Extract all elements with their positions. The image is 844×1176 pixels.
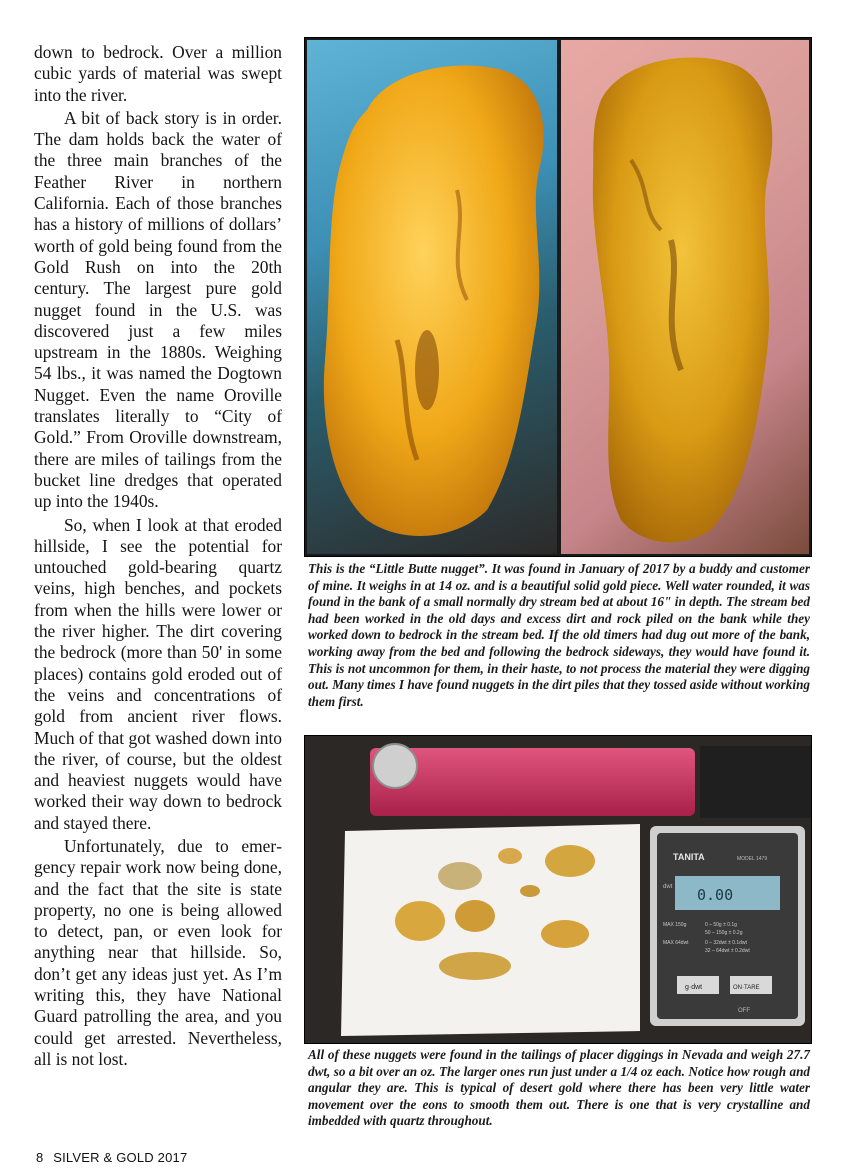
scale-off-label: OFF — [738, 1008, 750, 1014]
on-tare-button-label: ON·TARE — [733, 985, 760, 991]
gdwt-button-label: g·dwt — [685, 984, 703, 991]
article-paragraph: So, when I look at that eroded hillside, I see the potential for untouched gold-bearing quartz veins, high benches, and pockets from when the hills were lower or the river higher. The dirt covering the bedrock (more than 50' in some places) contains gold eroded out of the veins and concentrations of gold from ancient river flows. Much of that got washed down into the river, of course, but the oldest and heaviest nuggets would have worked their way down to bedrock and stayed there. — [34, 514, 282, 833]
page-number: 8 — [36, 1150, 44, 1165]
publication-title: SILVER & GOLD 2017 — [53, 1150, 188, 1165]
scale-unit-text: dwt — [663, 884, 673, 890]
article-paragraph: down to bedrock. Over a million cubic yards of material was swept into the river. — [34, 42, 282, 105]
scale-display-text: 0.00 — [697, 886, 734, 904]
article-paragraph: A bit of back story is in order. The dam holds back the water of the three main branches of the Feather River in northern California. Each of those branches has a history of millions of dollars’ worth of gold being found from the Gold Rush on into the 20th century. The largest pure gold nugget found in the U.S. was discovered just a few miles upstream in the 1880s. Weighing 54 lbs., it was named the Dogtown Nugget. Even the name Oroville translates literally to “City of Gold.” From Oroville downstream, there are miles of tailings from the bucket line dredges that operated up into the 1940s. — [34, 107, 282, 512]
scale-spec: MAX 64dwt — [663, 940, 689, 946]
article-paragraph: Unfortunately, due to emergency repair work now being done, and the fact that the site is state property, no one is being allowed to detect, pan, or even look for anything near that hillside. So, don’t get any ideas just yet. As I’m writing this, they have National Guard patrolling the area, and you could get arrested. Nevertheless, all is not lost. — [34, 835, 282, 1069]
photo-caption-top: This is the “Little Butte nugget”. It was found in January of 2017 by a buddy and customer of mine. It weighs in at 14 oz. and is a beautiful solid gold piece. Well water rounded, it was found in the bank of a small normally dry stream bed at about 16" in depth. The stream bed had been worked in the old days and excess dirt and rock piled on the bank while they worked down to bedrock in the stream bed. If the old timers had dug out more of the bank, working away from the bed and following the bedrock sideways, they would have found it. This is not uncommon for them, in their haste, to not process the material they were digging out. Many times I have found nuggets in the dirt piles that they tossed aside without working them first. — [308, 561, 810, 709]
scale-spec: MAX 150g — [663, 922, 687, 928]
nugget-in-hand-image — [561, 40, 807, 554]
coin — [373, 744, 417, 788]
nugget-photo-hand-background — [561, 40, 809, 554]
scale-spec: 50 – 150g ± 0.2g — [705, 930, 743, 936]
little-butte-nugget-photo — [304, 37, 812, 557]
white-paper — [341, 824, 640, 1036]
pink-magnet-bar — [370, 748, 695, 816]
article-column — [34, 42, 282, 1072]
scale-brand-text: TANITA — [673, 852, 705, 862]
nugget-photo-rock-background — [307, 40, 557, 554]
photo-caption-bottom: All of these nuggets were found in the tailings of placer diggings in Nevada and weigh 27.7 dwt, so a bit over an oz. The larger ones run just under a 1/4 oz each. Notice how rough and angular they are. This is typical of desert gold where there has been very little water movement over the eons to smooth them out. There is one that is very crystalline and imbedded with quartz throughout. — [308, 1047, 810, 1129]
scale-spec: 32 – 64dwt ± 0.2dwt — [705, 948, 750, 954]
scale-spec: 0 – 32dwt ± 0.1dwt — [705, 940, 747, 946]
nugget-on-rock-image — [307, 40, 557, 554]
nuggets-on-scale-image — [305, 736, 811, 1043]
scale-model-text: MODEL 1479 — [737, 856, 768, 862]
scale-spec: 0 – 50g ± 0.1g — [705, 922, 737, 928]
nuggets-on-scale-photo — [304, 735, 812, 1044]
page-footer — [36, 1150, 187, 1165]
